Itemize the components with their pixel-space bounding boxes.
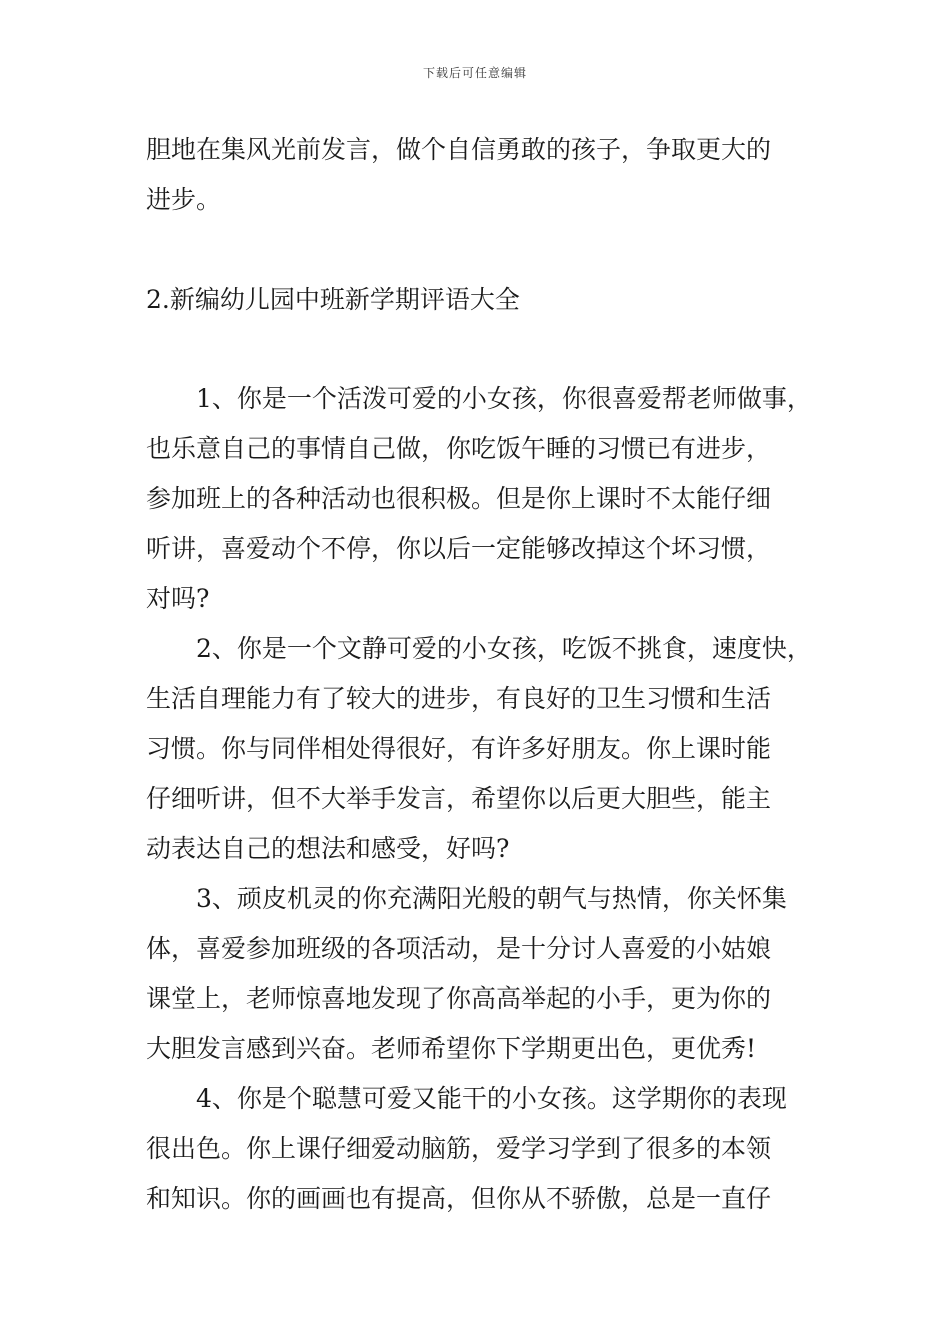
paragraph-first-line: 2、你是一个文静可爱的小女孩，吃饭不挑食，速度快，	[196, 634, 812, 663]
text-line: 生活自理能力有了较大的进步，有良好的卫生习惯和生活	[146, 684, 772, 713]
text-line: 仔细听讲，但不大举手发言，希望你以后更大胆些，能主	[146, 784, 772, 813]
text-line: 动表达自己的想法和感受，好吗?	[146, 834, 510, 863]
text-line: 课堂上，老师惊喜地发现了你高高举起的小手，更为你的	[146, 984, 772, 1013]
text-line: 很出色。你上课仔细爱动脑筋，爱学习学到了很多的本领	[146, 1134, 772, 1163]
section-heading: 2.新编幼儿园中班新学期评语大全	[146, 285, 520, 314]
text-line: 也乐意自己的事情自己做，你吃饭午睡的习惯已有进步，	[146, 434, 772, 463]
text-line: 和知识。你的画画也有提高，但你从不骄傲，总是一直仔	[146, 1184, 772, 1213]
text-line: 体，喜爱参加班级的各项活动，是十分讨人喜爱的小姑娘	[146, 934, 772, 963]
text-line: 习惯。你与同伴相处得很好，有许多好朋友。你上课时能	[146, 734, 772, 763]
text-line: 进步。	[146, 185, 222, 214]
paragraph-first-line: 1、你是一个活泼可爱的小女孩，你很喜爱帮老师做事，	[196, 384, 812, 413]
text-line: 参加班上的各种活动也很积极。但是你上课时不太能仔细	[146, 484, 772, 513]
page-header: 下载后可任意编辑	[422, 66, 527, 80]
text-line: 胆地在集风光前发言，做个自信勇敢的孩子，争取更大的	[146, 135, 772, 164]
text-line: 大胆发言感到兴奋。老师希望你下学期更出色，更优秀!	[146, 1034, 757, 1063]
paragraph-first-line: 4、你是个聪慧可爱又能干的小女孩。这学期你的表现	[196, 1084, 787, 1113]
text-line: 对吗?	[146, 584, 210, 613]
text-line: 听讲，喜爱动个不停，你以后一定能够改掉这个坏习惯，	[146, 534, 772, 563]
paragraph-first-line: 3、顽皮机灵的你充满阳光般的朝气与热情，你关怀集	[196, 884, 787, 913]
